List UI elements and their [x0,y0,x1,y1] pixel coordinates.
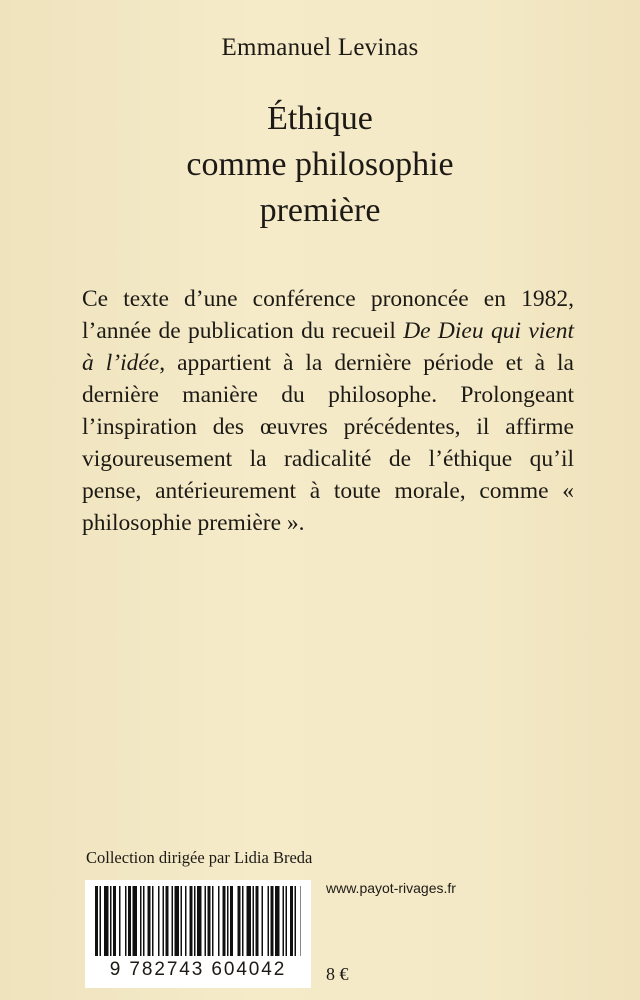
title-line-2: comme philosophie [186,146,454,183]
collection-credit: Collection dirigée par Lidia Breda [86,848,313,867]
title-line-1: Éthique [267,100,373,137]
blurb-part-2: , appartient à la dernière période et à la dernière manière du philosophe. Prolongeant l’inspiration des œuvres précédentes, il affirme vigoureusement la radicalité de l’éthique qu’il pense, antérieurement à toute morale, comme « philosophie première ». [82,350,574,536]
cited-book-title: De Dieu qui vient à l’idée [82,318,574,376]
barcode-icon [85,880,311,960]
title-line-3: première [259,192,381,229]
author-name: Emmanuel Levinas [221,34,419,61]
isbn-barcode [85,880,311,988]
isbn-number: 9 782743 604042 [109,959,287,980]
price: 8 € [326,964,349,984]
blurb-paragraph [82,283,574,539]
blurb-text [82,283,574,539]
blurb-part-1: Ce texte d’une conférence prononcée en 1982, l’année de publication du recueil [82,286,574,344]
publisher-website: www.payot-rivages.fr [326,880,456,896]
book-title [0,96,640,234]
